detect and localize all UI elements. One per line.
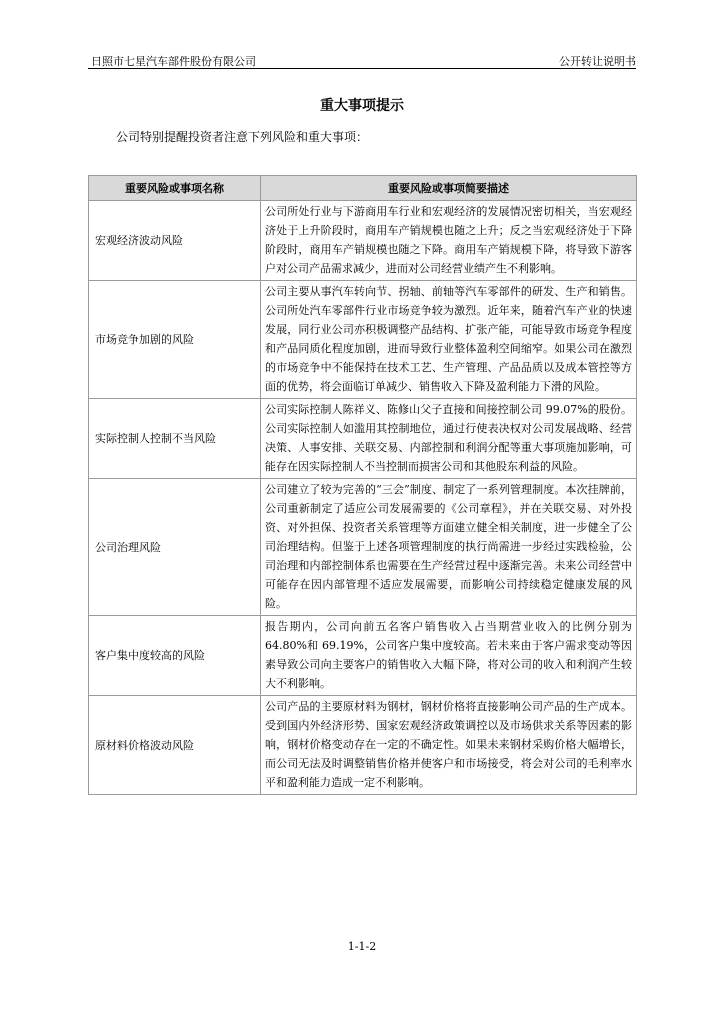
risk-desc: 公司实际控制人陈祥义、陈修山父子直接和间接控制公司 99.07%的股份。公司实际控制人如滥用其控制地位，通过行使表决权对公司发展战略、经营决策、人事安排、关联交易、内部控制和利润分配等重大事项施加影响，可能存在因实际控制人不当控制而损害公司和其他股东利益的风险。 xyxy=(261,399,637,479)
table-row xyxy=(89,201,637,281)
table-row xyxy=(89,696,637,795)
table-row xyxy=(89,616,637,696)
risk-desc: 公司产品的主要原材料为钢材，钢材价格将直接影响公司产品的生产成本。受到国内外经济形势、国家宏观经济政策调控以及市场供求关系等因素的影响，钢材价格变动存在一定的不确定性。如果未来钢材采购价格大幅增长，而公司无法及时调整销售价格并使客户和市场接受，将会对公司的毛利率水平和盈利能力造成一定不利影响。 xyxy=(261,696,637,795)
risk-desc: 公司主要从事汽车转向节、拐轴、前轴等汽车零部件的研发、生产和销售。公司所处汽车零部件行业市场竞争较为激烈。近年来，随着汽车产业的快速发展，同行业公司亦积极调整产品结构、扩张产能，可能导致市场竞争程度和产品同质化程度加剧，进而导致行业整体盈利空间缩窄。如果公司在激烈的市场竞争中不能保持在技术工艺、生产管理、产品品质以及成本管控等方面的优势，将会面临订单减少、销售收入下降及盈利能力下滑的风险。 xyxy=(261,281,637,399)
page-number: 1-1-2 xyxy=(347,940,377,953)
risk-name: 实际控制人控制不当风险 xyxy=(89,399,261,479)
table-header-row xyxy=(89,176,637,201)
risk-name: 市场竞争加剧的风险 xyxy=(89,281,261,399)
risk-name: 公司治理风险 xyxy=(89,479,261,616)
header-doc-type: 公开转让说明书 xyxy=(559,55,636,68)
risk-desc: 公司所处行业与下游商用车行业和宏观经济的发展情况密切相关，当宏观经济处于上升阶段时，商用车产销规模也随之上升；反之当宏观经济处于下降阶段时，商用车产销规模也随之下降。商用车产销规模下降，将导致下游客户对公司产品需求减少，进而对公司经营业绩产生不利影响。 xyxy=(261,201,637,281)
risk-table xyxy=(88,175,637,795)
table-row xyxy=(89,479,637,616)
risk-name: 宏观经济波动风险 xyxy=(89,201,261,281)
intro-text: 公司特别提醒投资者注意下列风险和重大事项： xyxy=(116,130,369,144)
page-title: 重大事项提示 xyxy=(320,98,404,114)
table-row xyxy=(89,281,637,399)
header-risk-name: 重要风险或事项名称 xyxy=(89,176,261,201)
risk-desc: 报告期内，公司向前五名客户销售收入占当期营业收入的比例分别为 64.80%和 69.19%，公司客户集中度较高。若未来由于客户需求变动等因素导致公司向主要客户的销售收入大幅下降，将对公司的收入和利润产生较大不利影响。 xyxy=(261,616,637,696)
risk-name: 原材料价格波动风险 xyxy=(89,696,261,795)
header-rule xyxy=(88,68,636,69)
header-company: 日照市七星汽车部件股份有限公司 xyxy=(91,55,256,68)
risk-name: 客户集中度较高的风险 xyxy=(89,616,261,696)
risk-desc: 公司建立了较为完善的“三会”制度、制定了一系列管理制度。本次挂牌前，公司重新制定了适应公司发展需要的《公司章程》，并在关联交易、对外投资、对外担保、投资者关系管理等方面建立健全相关制度，进一步健全了公司治理结构。但鉴于上述各项管理制度的执行尚需进一步经过实践检验，公司治理和内部控制体系也需要在生产经营过程中逐渐完善。未来公司经营中可能存在因内部管理不适应发展需要，而影响公司持续稳定健康发展的风险。 xyxy=(261,479,637,616)
table-row xyxy=(89,399,637,479)
header-risk-desc: 重要风险或事项简要描述 xyxy=(261,176,637,201)
